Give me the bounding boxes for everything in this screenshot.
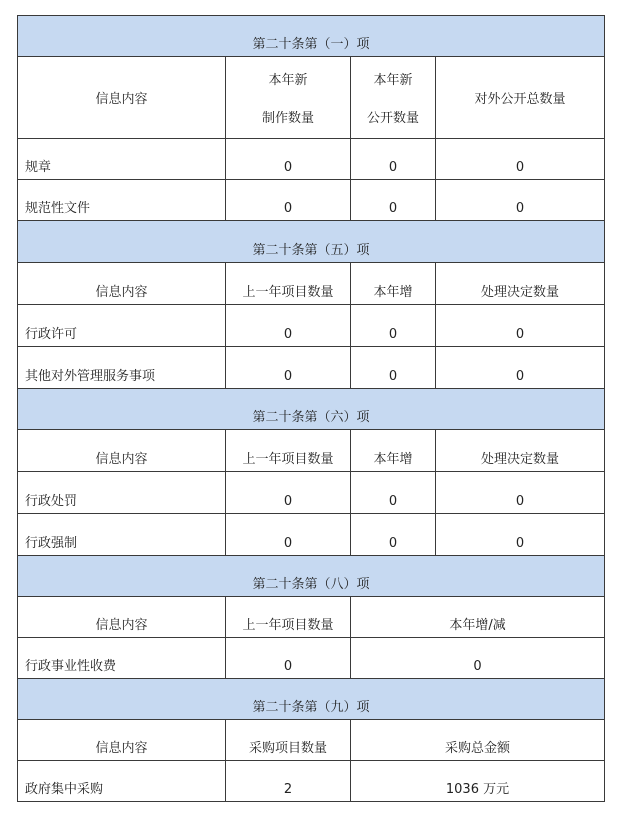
- table-row: [18, 514, 605, 556]
- column-header-row: [18, 720, 605, 761]
- row-label: 行政许可: [18, 305, 226, 347]
- cell-value: 0: [226, 638, 351, 679]
- cell-value: 0: [351, 514, 436, 556]
- cell-value: 0: [226, 139, 351, 180]
- header-last-year-count: 上一年项目数量: [226, 597, 351, 638]
- cell-value: 2: [226, 761, 351, 802]
- header-line: 公开数量: [366, 111, 419, 126]
- header-total-public-count: 对外公开总数量: [436, 57, 605, 139]
- column-header-row: [18, 430, 605, 472]
- info-disclosure-table: [17, 15, 605, 802]
- header-this-year-increase: 本年增: [351, 430, 436, 472]
- cell-value: 0: [351, 347, 436, 389]
- section-header: [18, 556, 605, 597]
- row-label: 其他对外管理服务事项: [18, 347, 226, 389]
- section-title: 第二十条第（六）项: [18, 389, 605, 430]
- header-line: 本年新: [268, 73, 308, 88]
- cell-value: 0: [436, 139, 605, 180]
- section-title: 第二十条第（八）项: [18, 556, 605, 597]
- header-decision-count: 处理决定数量: [436, 263, 605, 305]
- column-header-row: [18, 263, 605, 305]
- row-label: 规范性文件: [18, 180, 226, 221]
- cell-value: 0: [351, 305, 436, 347]
- header-last-year-count: 上一年项目数量: [226, 263, 351, 305]
- row-label: 规章: [18, 139, 226, 180]
- header-last-year-count: 上一年项目数量: [226, 430, 351, 472]
- header-this-year-increase: 本年增: [351, 263, 436, 305]
- header-new-made-count: [226, 57, 351, 139]
- cell-value: 0: [436, 180, 605, 221]
- cell-value: 0: [226, 472, 351, 514]
- header-this-year-change: 本年增/减: [351, 597, 605, 638]
- cell-value: 0: [436, 472, 605, 514]
- table-row: [18, 761, 605, 802]
- row-label: 政府集中采购: [18, 761, 226, 802]
- header-info-content: 信息内容: [18, 430, 226, 472]
- table-row: [18, 139, 605, 180]
- section-header: [18, 679, 605, 720]
- cell-value: 1036 万元: [351, 761, 605, 802]
- header-purchase-count: 采购项目数量: [226, 720, 351, 761]
- section-header: [18, 16, 605, 57]
- header-decision-count: 处理决定数量: [436, 430, 605, 472]
- header-info-content: 信息内容: [18, 597, 226, 638]
- header-line: 本年新: [373, 73, 413, 88]
- header-info-content: 信息内容: [18, 263, 226, 305]
- header-info-content: 信息内容: [18, 720, 226, 761]
- column-header-row: [18, 57, 605, 139]
- table-row: [18, 305, 605, 347]
- cell-value: 0: [351, 472, 436, 514]
- cell-value: 0: [351, 139, 436, 180]
- cell-value: 0: [226, 180, 351, 221]
- cell-value: 0: [351, 638, 605, 679]
- cell-value: 0: [226, 514, 351, 556]
- header-purchase-total: 采购总金额: [351, 720, 605, 761]
- header-new-public-count: [351, 57, 436, 139]
- row-label: 行政事业性收费: [18, 638, 226, 679]
- header-line: 制作数量: [261, 111, 314, 126]
- row-label: 行政强制: [18, 514, 226, 556]
- section-title: 第二十条第（五）项: [18, 221, 605, 263]
- table-row: [18, 472, 605, 514]
- cell-value: 0: [226, 347, 351, 389]
- cell-value: 0: [436, 514, 605, 556]
- header-info-content: 信息内容: [18, 57, 226, 139]
- cell-value: 0: [351, 180, 436, 221]
- section-title: 第二十条第（一）项: [18, 16, 605, 57]
- cell-value: 0: [436, 347, 605, 389]
- table-row: [18, 180, 605, 221]
- column-header-row: [18, 597, 605, 638]
- section-title: 第二十条第（九）项: [18, 679, 605, 720]
- cell-value: 0: [226, 305, 351, 347]
- cell-value: 0: [436, 305, 605, 347]
- row-label: 行政处罚: [18, 472, 226, 514]
- section-header: [18, 389, 605, 430]
- section-header: [18, 221, 605, 263]
- table-row: [18, 347, 605, 389]
- table-row: [18, 638, 605, 679]
